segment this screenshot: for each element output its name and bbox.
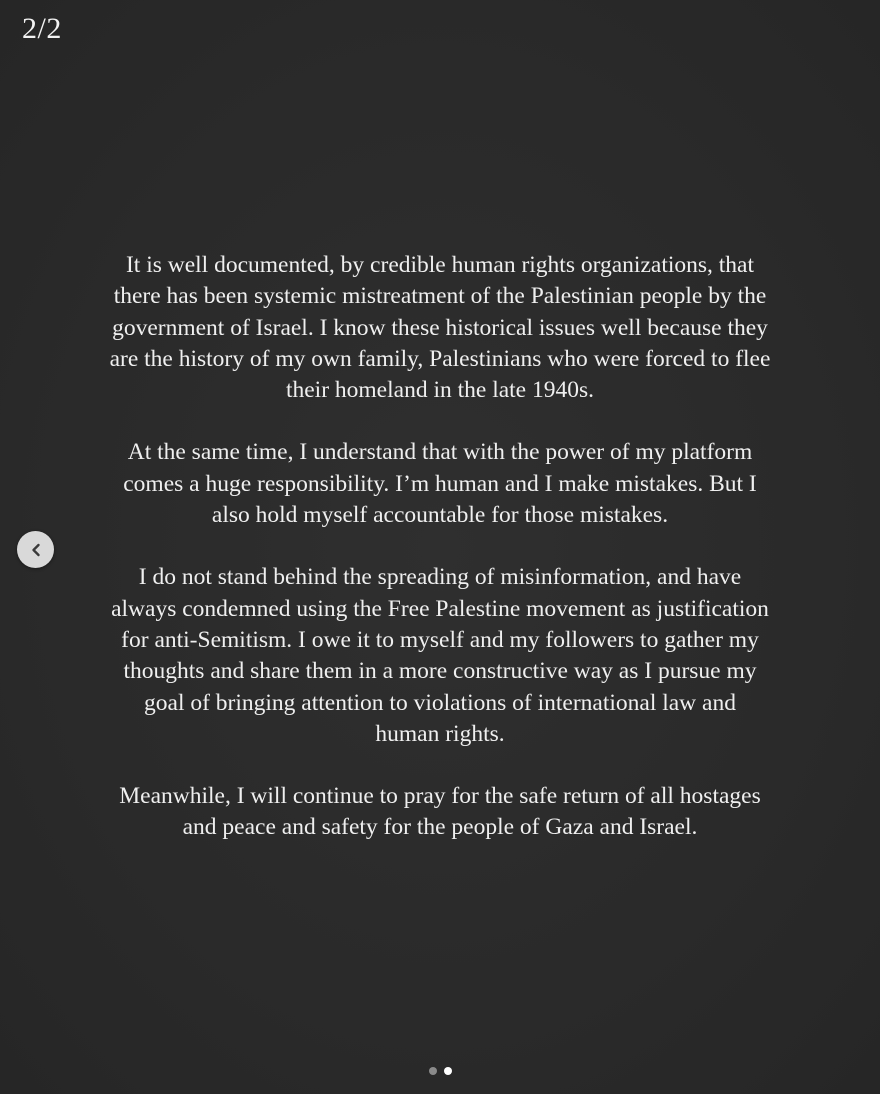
text-line: Meanwhile, I will continue to pray for the safe return of all hostages <box>119 783 761 810</box>
chevron-left-icon <box>28 542 44 558</box>
paragraph-4 <box>40 781 840 844</box>
paragraph-1 <box>40 250 840 406</box>
text-line: I do not stand behind the spreading of misinformation, and have <box>138 564 742 591</box>
statement-text <box>40 250 840 875</box>
text-line: are the history of my own family, Palestinians who were forced to flee <box>109 345 771 372</box>
previous-slide-button[interactable] <box>17 531 54 568</box>
pagination-dot-2[interactable] <box>444 1067 452 1075</box>
text-line: for anti-Semitism. I owe it to myself and my followers to gather my <box>121 626 759 653</box>
text-line: always condemned using the Free Palestine movement as justification <box>111 595 769 622</box>
text-line: At the same time, I understand that with the power of my platform <box>127 439 753 466</box>
text-line: there has been systemic mistreatment of the Palestinian people by the <box>113 283 767 310</box>
paragraph-3 <box>40 562 840 750</box>
text-line: thoughts and share them in a more constructive way as I pursue my <box>123 658 757 685</box>
text-line: and peace and safety for the people of Gaza and Israel. <box>182 814 698 841</box>
text-line: government of Israel. I know these historical issues well because they <box>112 314 768 341</box>
text-line: human rights. <box>375 720 505 747</box>
pagination-dot-1[interactable] <box>429 1067 437 1075</box>
paragraph-2 <box>40 437 840 531</box>
pagination-dots <box>0 1067 880 1075</box>
text-line: their homeland in the late 1940s. <box>285 377 595 404</box>
text-line: goal of bringing attention to violations of international law and <box>144 689 736 716</box>
text-line: It is well documented, by credible human rights organizations, that <box>125 252 755 278</box>
text-line: also hold myself accountable for those mistakes. <box>211 502 669 529</box>
text-line: comes a huge responsibility. I’m human and I make mistakes. But I <box>123 470 757 497</box>
page-counter: 2/2 <box>22 12 62 45</box>
